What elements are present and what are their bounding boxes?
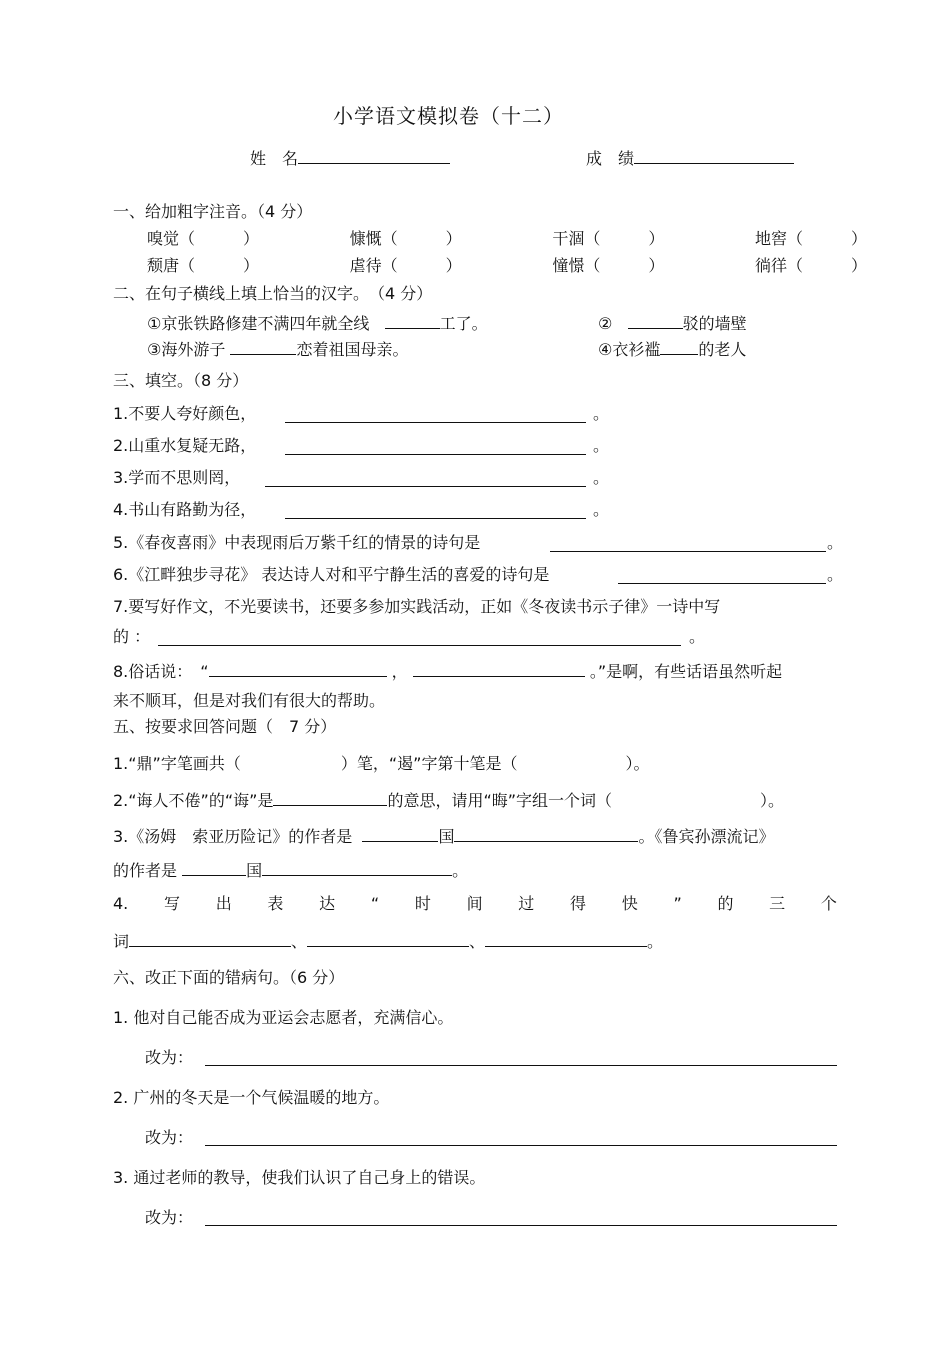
s6-q3-answer-line[interactable]	[205, 1225, 837, 1226]
s5-q4-char: 时	[414, 894, 431, 913]
s2-question-1	[147, 312, 488, 334]
page-title: 小学语文模拟卷（十二）	[333, 104, 564, 128]
s5-q4-char: 个	[820, 894, 837, 913]
s5-q2-tail: ）。	[760, 791, 785, 810]
s6-q1: 1. 他对自己能否成为亚运会志愿者，充满信心。	[113, 1008, 454, 1027]
s3-q8-text: 8.俗话说： “	[113, 662, 209, 681]
s3-q6-blank[interactable]	[618, 583, 826, 584]
s3-q2-blank[interactable]	[285, 454, 586, 455]
s3-q1-blank[interactable]	[285, 422, 586, 423]
s2-q3-tail: 恋着祖国母亲。	[296, 340, 409, 359]
s3-q8-continued: 来不顺耳，但是对我们有很大的帮助。	[113, 691, 386, 710]
s6-q1-answer-line[interactable]	[205, 1065, 837, 1066]
s3-q8-tail: 。”是啊，有些话语虽然听起	[589, 662, 783, 681]
s5-q3-country: 国	[438, 827, 455, 846]
s5-q3-tail: 。《鲁宾孙漂流记》	[638, 827, 775, 846]
s5-q3-blank-1[interactable]	[362, 825, 438, 842]
s2-q1-tail: 工了。	[439, 314, 488, 333]
s3-q5: 5.《春夜喜雨》中表现雨后万紫千红的情景的诗句是	[113, 533, 481, 552]
section-2-heading: 二、在句子横线上填上恰当的汉字。 （4 分）	[113, 284, 433, 303]
s5-q2-blank[interactable]	[273, 789, 387, 806]
pinyin-item[interactable]: 干涸（ ）	[552, 229, 665, 248]
s2-q1-blank[interactable]	[385, 312, 440, 329]
s2-question-4	[598, 338, 746, 360]
s5-q3-text-2: 的作者是	[113, 861, 178, 880]
s5-q4-char: 写	[163, 894, 180, 913]
section-5-heading: 五、按要求回答问题（ 7 分）	[113, 717, 337, 736]
s5-q1-mid: ）笔，“遏”字第十笔是（	[340, 754, 518, 773]
section-1-row-2	[147, 256, 867, 276]
s3-q7-blank[interactable]	[158, 645, 681, 646]
period: 。	[827, 565, 844, 584]
s3-q2: 2.山重水复疑无路，	[113, 436, 257, 455]
s5-q4-char: “	[370, 894, 380, 913]
period: 。	[593, 500, 610, 519]
s6-q2-fix-label: 改为：	[145, 1128, 194, 1147]
s2-q3-blank[interactable]	[230, 338, 296, 355]
pinyin-item[interactable]: 嗅觉（ ）	[147, 229, 260, 248]
period: 。	[593, 436, 610, 455]
s2-q4-text: ④衣衫褴	[598, 340, 661, 359]
s5-q1-tail: ）。	[625, 754, 650, 773]
s6-q3-fix-label: 改为：	[145, 1208, 194, 1227]
pinyin-item[interactable]: 虐待（ ）	[349, 256, 462, 275]
section-1-heading: 一、给加粗字注音。（4 分）	[113, 202, 313, 221]
s3-q6: 6.《江畔独步寻花》 表达诗人对和平宁静生活的喜爱的诗句是	[113, 565, 550, 584]
s5-q4-continued	[113, 930, 663, 952]
s5-q4	[113, 894, 837, 914]
s5-q4-char: 的	[717, 894, 734, 913]
score-blank[interactable]	[634, 147, 794, 164]
s3-q3-blank[interactable]	[265, 486, 586, 487]
s5-q4-sep: 、	[291, 932, 308, 951]
s5-q4-sep: 、	[469, 932, 486, 951]
score-field[interactable]	[586, 147, 794, 169]
s3-q4-blank[interactable]	[285, 518, 586, 519]
s5-q4-char: ”	[673, 894, 682, 913]
s3-q4: 4.书山有路勤为径，	[113, 500, 257, 519]
s5-q4-char: 得	[570, 894, 587, 913]
section-6-heading: 六、改正下面的错病句。（6 分）	[113, 968, 345, 987]
pinyin-item[interactable]: 颓唐（ ）	[147, 256, 260, 275]
s5-q4-char: 三	[769, 894, 786, 913]
period: 。	[593, 468, 610, 487]
s5-q3-blank-2[interactable]	[454, 825, 638, 842]
s5-q4-char: 间	[466, 894, 483, 913]
s5-q4-word: 词	[113, 932, 130, 951]
s6-q2: 2. 广州的冬天是一个气候温暖的地方。	[113, 1088, 390, 1107]
s5-q1	[113, 754, 649, 774]
section-3-heading: 三、填空。（8 分）	[113, 371, 249, 390]
s5-q3-blank-4[interactable]	[262, 859, 452, 876]
s5-q4-char: 快	[621, 894, 638, 913]
pinyin-item[interactable]: 地窖（ ）	[754, 229, 867, 248]
s5-q4-char: 达	[319, 894, 336, 913]
s5-q3-country-2: 国	[246, 861, 263, 880]
s5-q3-text: 3.《汤姆 索亚历险记》的作者是	[113, 827, 353, 846]
s2-question-2	[598, 312, 747, 334]
s2-q2-text: ②	[598, 314, 613, 333]
s3-q3: 3.学而不思则罔，	[113, 468, 241, 487]
score-label: 成 绩	[586, 149, 635, 168]
s6-q1-fix-label: 改为：	[145, 1048, 194, 1067]
s5-q2	[113, 789, 784, 811]
name-label: 姓 名	[250, 149, 299, 168]
s2-q3-text: ③海外游子	[147, 340, 226, 359]
s5-q4-char: 过	[518, 894, 535, 913]
s2-q2-tail: 驳的墙壁	[682, 314, 747, 333]
s2-q1-text: ①京张铁路修建不满四年就全线	[147, 314, 370, 333]
s6-q2-answer-line[interactable]	[205, 1145, 837, 1146]
s5-q1-text: 1.“鼎”字笔画共（	[113, 754, 241, 773]
section-1-row-1	[147, 229, 867, 249]
s5-q3-blank-3[interactable]	[182, 859, 246, 876]
s5-q3	[113, 825, 774, 847]
s5-q4-blank-3[interactable]	[485, 930, 647, 947]
pinyin-item[interactable]: 徜徉（ ）	[754, 256, 867, 275]
s5-q2-text: 2.“诲人不倦”的“诲”是	[113, 791, 274, 810]
period: 。	[827, 533, 844, 552]
name-field[interactable]	[250, 147, 450, 169]
s5-q4-blank-1[interactable]	[129, 930, 291, 947]
s5-q4-char: 出	[215, 894, 232, 913]
s2-q2-blank[interactable]	[628, 312, 683, 329]
s2-question-3	[147, 338, 408, 360]
s3-q8-comma: ，	[391, 662, 408, 681]
period: 。	[593, 404, 610, 423]
s5-q2-mid: 的意思，请用“晦”字组一个词（	[387, 791, 613, 810]
s3-q5-blank[interactable]	[550, 551, 826, 552]
s6-q3: 3. 通过老师的教导，使我们认识了自己身上的错误。	[113, 1168, 486, 1187]
name-blank[interactable]	[298, 147, 450, 164]
s5-q4-char: 4.	[113, 894, 129, 913]
pinyin-item[interactable]: 慷慨（ ）	[349, 229, 462, 248]
pinyin-item[interactable]: 憧憬（ ）	[552, 256, 665, 275]
s3-q8-blank-2[interactable]	[413, 660, 585, 677]
s2-q4-blank[interactable]	[660, 338, 698, 355]
period: 。	[689, 627, 706, 646]
s3-q1: 1.不要人夸好颜色，	[113, 404, 257, 423]
s5-q3-continued	[113, 859, 468, 881]
s3-q8-blank-1[interactable]	[209, 660, 387, 677]
s5-q4-end: 。	[647, 932, 664, 951]
s5-q4-blank-2[interactable]	[307, 930, 469, 947]
s3-q8	[113, 660, 782, 682]
s5-q4-char: 表	[267, 894, 284, 913]
s2-q4-tail: 的老人	[698, 340, 747, 359]
s3-q7: 7.要写好作文，不光要读书，还要多参加实践活动，正如《冬夜读书示子律》一诗中写	[113, 597, 721, 616]
s3-q7-label: 的 ：	[113, 627, 151, 646]
s5-q3-tail-2: 。	[452, 861, 469, 880]
